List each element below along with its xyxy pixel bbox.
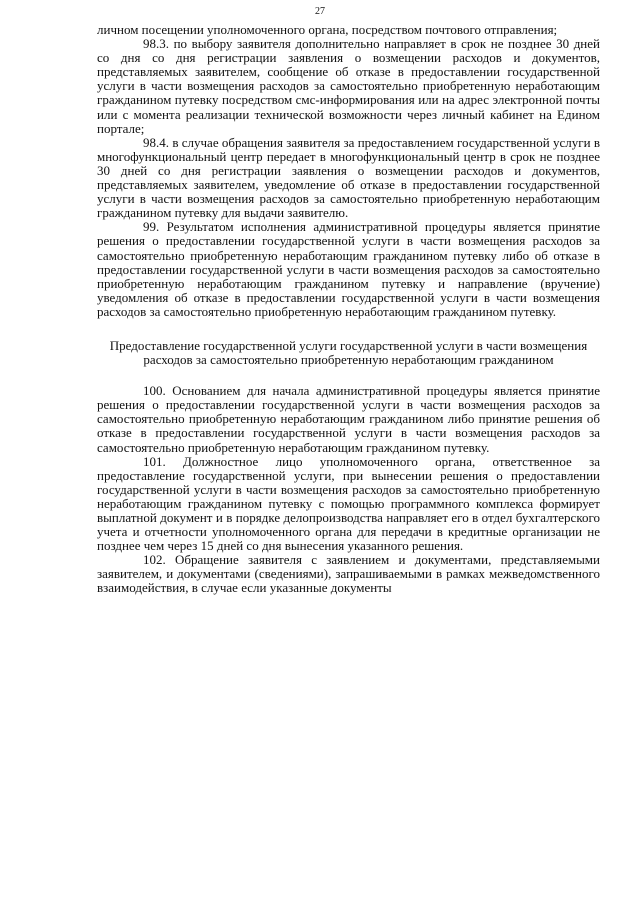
paragraph-98-3: 98.3. по выбору заявителя дополнительно направляет в срок не позднее 30 дней со дня со дня регистрации заявления о возмещении расходов и документов, представляемых заявителем, сообщение об отказе в предоставлении государственной услуги в части возмещения расходов за самостоятельно приобретенную неработающим гражданином путевку посредством смс-информирования или на адрес электронной почты или с момента реализации технической возможности через личный кабинет на Едином портале; xyxy=(97,36,600,136)
paragraph-101: 101. Должностное лицо уполномоченного органа, ответственное за предоставление государственной услуги, при вынесении решения о предоставлении государственной услуги в части возмещения расходов за самостоятельно приобретенную неработающим гражданином путевку с помощью программного комплекса формирует выплатной документ и в порядке делопроизводства направляет его в отдел бухгалтерского учета и отчетности уполномоченного органа для передачи в кредитные организации не позднее чем через 15 дней со дня вынесения указанного решения. xyxy=(97,453,600,554)
paragraph-102: 102. Обращение заявителя с заявлением и документами, представляемыми заявителем, и документами (сведениями), запрашиваемыми в рамках межведомственного взаимодействия, в случае если указанные документы xyxy=(97,552,600,596)
paragraph-98-4: 98.4. в случае обращения заявителя за предоставлением государственной услуги в многофункциональный центр передает в многофункциональный центр в срок не позднее 30 дней со дня регистрации заявления о возмещении расходов и документов, представляемых заявителем, уведомление об отказе в предоставлении государственной услуги в части возмещения расходов за самостоятельно приобретенную неработающим гражданином путевку для выдачи заявителю. xyxy=(97,134,600,221)
paragraph-continuation: личном посещении уполномоченного органа, посредством почтового отправления; xyxy=(97,22,558,37)
paragraph-100: 100. Основанием для начала административной процедуры является принятие решения о предоставлении государственной услуги в части возмещения расходов за самостоятельно приобретенную неработающим гражданином либо принятие решения об отказе в предоставлении государственной услуги в части возмещения расходов за самостоятельно приобретенную неработающим гражданином путевку. xyxy=(97,383,600,455)
paragraph-99: 99. Результатом исполнения административной процедуры является принятие решения о предоставлении государственной услуги в части возмещения расходов за самостоятельно приобретенную неработающим гражданином путевку либо об отказе в предоставлении государственной услуги в части возмещения расходов за самостоятельно приобретенную неработающим гражданином путевку и направление (вручение) уведомления об отказе в предоставлении государственной услуги в части возмещения расходов за самостоятельно приобретенную неработающим гражданином путевку. xyxy=(97,219,600,319)
page-number: 27 xyxy=(315,6,325,17)
section-heading: Предоставление государственной услуги государственной услуги в части возмещения расходов за самостоятельно приобретенную неработающим гражданином xyxy=(109,337,588,368)
document-body xyxy=(97,23,600,596)
